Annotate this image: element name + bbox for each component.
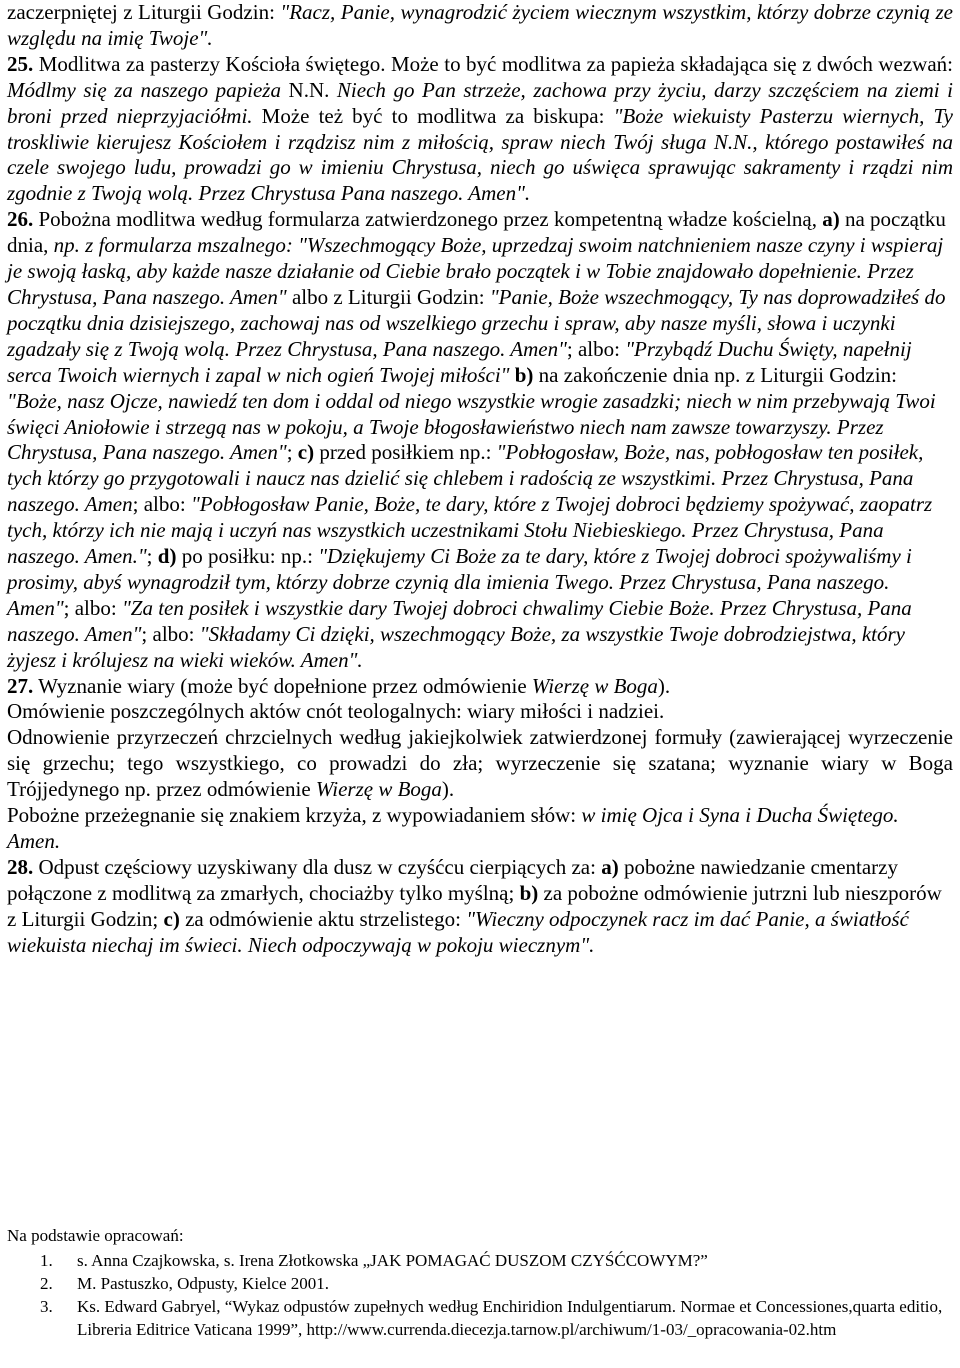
source-number: 3. xyxy=(40,1297,53,1316)
source-number: 1. xyxy=(40,1251,53,1270)
bold-run: a) xyxy=(601,854,619,879)
text-run: na początku dnia, xyxy=(7,207,946,258)
text-run: Może też być to modlitwa za biskupa: xyxy=(252,103,614,128)
italic-run: Wierzę w Boga xyxy=(315,777,442,802)
paragraph xyxy=(7,0,953,52)
source-item xyxy=(7,1272,953,1295)
paragraph xyxy=(7,674,953,700)
bold-run: a) xyxy=(822,207,840,232)
italic-run: "Wieczny odpoczynek racz im dać Panie, a światłość wiekuista niechaj im świeci. Niech odpoczywają w pokoju wiecznym". xyxy=(7,906,909,957)
source-text: Ks. Edward Gabryel, “Wykaz odpustów zupełnych według Enchiridion Indulgentiarum. Normae et Concessiones,quarta editio, Libreria Editrice Vaticana 1999”, http://www.currenda.diecezja.tarnow.pl/archiwum/1-03/_opracowania-02.htm xyxy=(77,1297,943,1339)
sources-section xyxy=(7,1224,953,1341)
text-run: Odpust częściowy uzyskiwany dla dusz w czyśćcu cierpiących za: xyxy=(33,854,602,879)
bold-run: d) xyxy=(157,544,177,569)
bold-run: c) xyxy=(163,906,180,931)
italic-run: Niech go Pan strzeże, zachowa przy życiu, darzy szczęściem na ziemi i broni przed nieprzyjaciółmi. xyxy=(7,77,953,128)
text-run: Pobożna modlitwa według formularza zatwierdzonego przez kompetentną władze kościelną, xyxy=(33,207,823,232)
text-run: Odnowienie przyrzeczeń chrzcielnych według jakiejkolwiek zatwierdzonej formuły (zawierającej wyrzeczenie się grzechu; tego wszystkiego, co prowadzi do zła; wyrzeczenie się szatana; wyznanie wiary w Boga Trójjedynego np. przez odmówienie xyxy=(7,725,953,802)
text-run: na zakończenie dnia np. z Liturgii Godzin: xyxy=(533,362,897,387)
paragraph xyxy=(7,803,953,855)
italic-run: "Za ten posiłek i wszystkie dary Twojej dobroci chwalimy Ciebie Boże. Przez Chrystusa, Pana naszego. Amen" xyxy=(7,595,912,646)
bold-run: c) xyxy=(297,440,315,465)
text-run: ; xyxy=(146,544,158,569)
text-run: Wyznanie wiary (może być dopełnione przez odmówienie xyxy=(33,673,532,698)
italic-run: N.N. xyxy=(713,129,753,154)
bold-run: b) xyxy=(514,362,534,387)
text-run: ; albo: xyxy=(566,336,626,361)
italic-run: "Dziękujemy Ci Boże za te dary, które z Twojej dobroci spożywaliśmy i prosimy, abyś wynagrodził tym, którzy dobrze czynią dla imienia Twego. Przez Chrystusa, Pana naszego. Amen" xyxy=(7,544,912,620)
italic-run: Wierzę w Boga xyxy=(531,673,658,698)
paragraph xyxy=(7,207,953,673)
italic-run: , którego postawiłeś na czele swojego ludu, prowadzi go w imieniu Chrystusa, niech go uświęca sprawując sakramenty i rządzi nim zgodnie z Twoją wolą. Przez Chrystusa Pana naszego. Amen". xyxy=(7,129,953,206)
text-run: ; albo: xyxy=(132,492,191,517)
text-run: N.N. xyxy=(288,77,337,102)
text-run: zaczerpniętej z Liturgii Godzin: xyxy=(7,0,281,24)
text-run: pobożne nawiedzanie cmentarzy połączone z modlitwą za zmarłych, chociażby tylko myślną; xyxy=(7,854,898,905)
text-run: ; albo: xyxy=(63,595,122,620)
text-run: ). xyxy=(441,777,455,802)
bold-run: b) xyxy=(519,880,539,905)
bold-run: 28. xyxy=(7,854,34,879)
text-run: Omówienie poszczególnych aktów cnót teologalnych: wiary miłości i nadziei. xyxy=(7,699,665,724)
source-item xyxy=(7,1295,953,1341)
italic-run: Módlmy się za naszego papieża xyxy=(7,77,289,102)
text-run: ). xyxy=(657,673,671,698)
italic-run: "Pobłogosław Panie, Boże, te dary, które z Twojej dobroci będziemy spożywać, zaopatrz tych, którzy ich nie mają i uczyń nas wszystkich uczestnikami Stołu Niebieskiego. Przez Chrystusa, Pana naszego. Amen." xyxy=(7,492,933,569)
paragraph xyxy=(7,855,953,959)
sources-heading: Na podstawie opracowań: xyxy=(7,1226,184,1245)
text-run: Modlitwa za pasterzy Kościoła świętego. Może to być modlitwa za papieża składająca się z dwóch wezwań: xyxy=(33,51,953,76)
bold-run: 27. xyxy=(7,673,34,698)
bold-run: 26. xyxy=(7,207,34,232)
source-item xyxy=(7,1249,953,1272)
text-run: za odmówienie aktu strzelistego: xyxy=(179,906,467,931)
paragraph xyxy=(7,699,953,725)
italic-run: "Składamy Ci dzięki, wszechmogący Boże, za wszystkie Twoje dobrodziejstwa, który żyjesz i królujesz na wieki wieków. Amen". xyxy=(7,621,905,672)
document-body xyxy=(7,0,953,959)
source-text: s. Anna Czajkowska, s. Irena Złotkowska „JAK POMAGAĆ DUSZOM CZYŚĆCOWYM?” xyxy=(77,1251,708,1270)
paragraph xyxy=(7,725,953,803)
italic-run: "Panie, Boże wszechmogący, Ty nas doprowadziłeś do początku dnia dzisiejszego, zachowaj nas od wszelkiego grzechu i spraw, aby nasze myśli, słowa i uczynki zgadzały się z Twoją wolą. Przez Chrystusa, Pana naszego. Amen" xyxy=(7,284,946,361)
sources-list xyxy=(7,1249,953,1341)
italic-run: np. z formularza mszalnego: "Wszechmogący Boże, uprzedzaj swoim natchnieniem nasze czyny i wspieraj je swoją łaską, aby każde nasze działanie od Ciebie brało początek i w Tobie znajdowało dopełnienie. Przez Chrystusa, Pana naszego. Amen" xyxy=(7,233,944,309)
text-run: albo z Liturgii Godzin: xyxy=(286,284,490,309)
text-run: ; xyxy=(286,440,298,465)
italic-run: "Racz, Panie, wynagrodzić życiem wiecznym wszystkim, którzy dobrze czynią ze względu na imię Twoje". xyxy=(7,0,954,50)
italic-run: "Boże wiekuisty Pasterzu wiernych, Ty troskliwie kierujesz Kościołem i rządzisz nim z miłością, spraw niech Twój sługa xyxy=(7,103,953,154)
text-run: po posiłku: np.: xyxy=(176,544,319,569)
italic-run: w imię Ojca i Syna i Ducha Świętego. Amen. xyxy=(7,803,899,853)
italic-run: "Pobłogosław, Boże, nas, pobłogosław ten posiłek, tych którzy go przygotowali i naucz nas dzielić się chlebem i radością ze wszystkimi. Przez Chrystusa, Pana naszego. Amen xyxy=(7,440,924,517)
italic-run: "Boże, nasz Ojcze, nawiedź ten dom i oddal od niego wszystkie wrogie zasadzki; niech w nim przebywają Twoi święci Aniołowie i strzegą nas w pokoju, a Twoje błogosławieństwo niech nam zawsze towarzyszy. Przez Chrystusa, Pana naszego. Amen" xyxy=(7,388,936,465)
text-run: za pobożne odmówienie jutrzni lub nieszporów z Liturgii Godzin; xyxy=(7,880,942,931)
bold-run: 25. xyxy=(7,51,34,76)
text-run: ; albo: xyxy=(141,621,200,646)
paragraph xyxy=(7,52,953,207)
text-run: przed posiłkiem np.: xyxy=(314,440,497,465)
italic-run: "Przybądź Duchu Święty, napełnij serca Twoich wiernych i zapal w nich ogień Twojej miłości" xyxy=(7,336,912,387)
source-number: 2. xyxy=(40,1274,53,1293)
source-text: M. Pastuszko, Odpusty, Kielce 2001. xyxy=(77,1274,329,1293)
text-run: Pobożne przeżegnanie się znakiem krzyża, z wypowiadaniem słów: xyxy=(7,803,582,828)
